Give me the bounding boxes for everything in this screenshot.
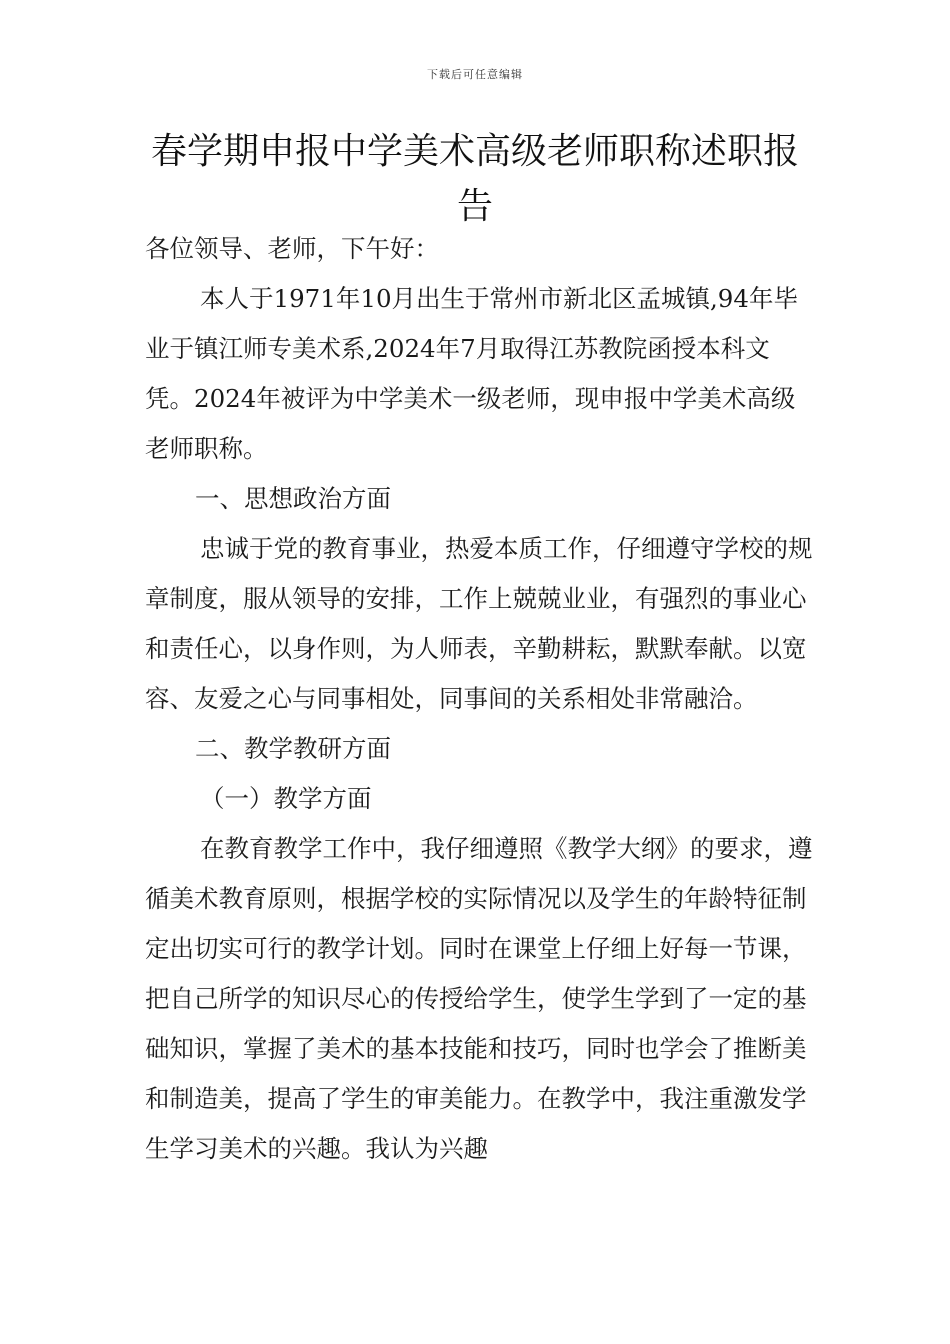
section2-subheading: （一）教学方面: [200, 784, 372, 813]
section1-paragraph: 忠诚于党的教育事业，热爱本质工作，仔细遵守学校的规章制度，服从领导的安排，工作上兢兢业业，有强烈的事业心和责任心，以身作则，为人师表，辛勤耕耘，默默奉献。以宽容、友爱之心与同事相处，同事间的关系相处非常融洽。: [145, 534, 813, 713]
intro-paragraph: 本人于1971年10月出生于常州市新北区孟城镇,94年毕业于镇江师专美术系,2024年7月取得江苏教院函授本科文凭。2024年被评为中学美术一级老师，现申报中学美术高级老师职称。: [145, 284, 798, 463]
section2-heading: 二、教学教研方面: [195, 734, 391, 763]
document-title: 春学期申报中学美术高级老师职称述职报告: [150, 131, 799, 227]
header-note: 下载后可任意编辑: [427, 68, 523, 81]
greeting: 各位领导、老师，下午好：: [145, 234, 439, 263]
section1-heading: 一、思想政治方面: [195, 484, 391, 513]
section2-paragraph: 在教育教学工作中，我仔细遵照《教学大纲》的要求，遵循美术教育原则，根据学校的实际情况以及学生的年龄特征制定出切实可行的教学计划。同时在课堂上仔细上好每一节课，把自己所学的知识尽心的传授给学生，使学生学到了一定的基础知识，掌握了美术的基本技能和技巧，同时也学会了推断美和制造美，提高了学生的审美能力。在教学中，我注重激发学生学习美术的兴趣。我认为兴趣: [145, 834, 813, 1163]
document-body: [145, 224, 815, 1174]
